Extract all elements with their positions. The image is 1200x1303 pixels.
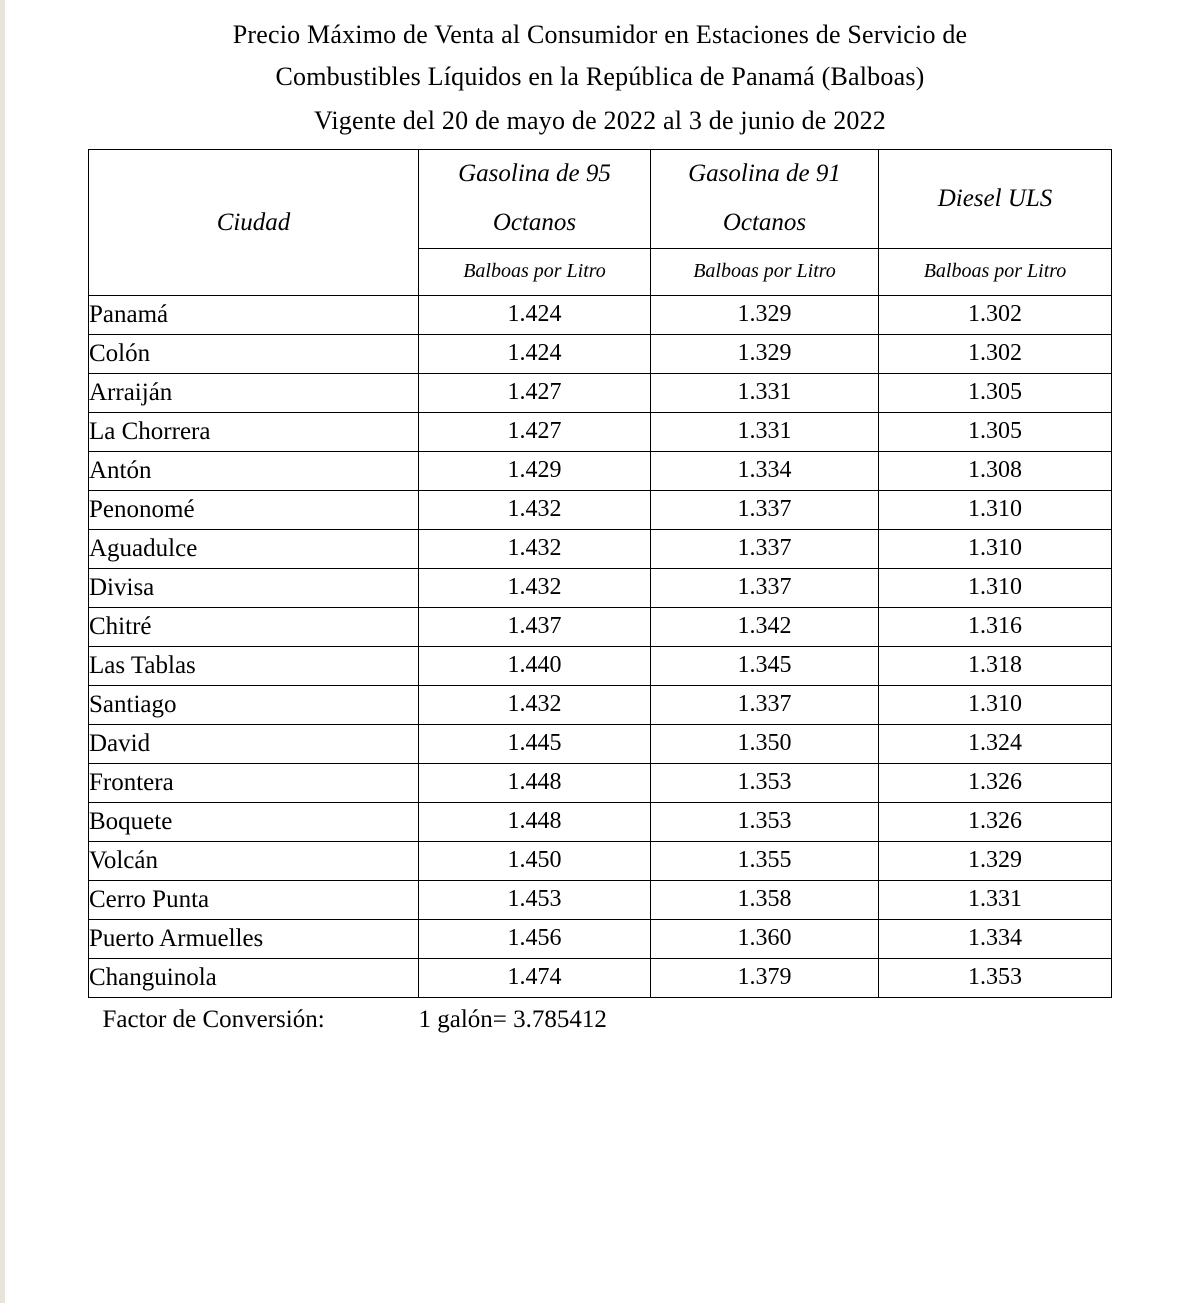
cell-city: Las Tablas — [89, 646, 419, 685]
table-header — [89, 150, 1112, 296]
cell-diesel-price: 1.316 — [879, 607, 1112, 646]
cell-city: Divisa — [89, 568, 419, 607]
page-left-margin-strip — [0, 0, 5, 1303]
cell-city: Santiago — [89, 685, 419, 724]
cell-gas95-price: 1.437 — [419, 607, 651, 646]
cell-city: Frontera — [89, 763, 419, 802]
cell-city: Aguadulce — [89, 529, 419, 568]
cell-gas91-price: 1.331 — [651, 412, 879, 451]
cell-diesel-price: 1.353 — [879, 958, 1112, 997]
cell-city: Penonomé — [89, 490, 419, 529]
cell-gas91-price: 1.337 — [651, 490, 879, 529]
title-line-2: Combustibles Líquidos en la República de Panamá (Balboas) — [275, 62, 925, 92]
table-row — [89, 841, 1112, 880]
document-title — [80, 14, 1120, 143]
cell-diesel-price: 1.324 — [879, 724, 1112, 763]
cell-gas91-price: 1.329 — [651, 295, 879, 334]
cell-gas91-price: 1.337 — [651, 685, 879, 724]
cell-gas91-price: 1.350 — [651, 724, 879, 763]
table-row — [89, 607, 1112, 646]
cell-gas95-price: 1.450 — [419, 841, 651, 880]
cell-gas91-price: 1.360 — [651, 919, 879, 958]
cell-gas95-price: 1.424 — [419, 295, 651, 334]
cell-gas91-price: 1.345 — [651, 646, 879, 685]
cell-city: David — [89, 724, 419, 763]
table-row — [89, 724, 1112, 763]
cell-gas95-price: 1.427 — [419, 412, 651, 451]
cell-diesel-price: 1.308 — [879, 451, 1112, 490]
cell-city: Panamá — [89, 295, 419, 334]
table-row — [89, 802, 1112, 841]
cell-gas95-price: 1.427 — [419, 373, 651, 412]
column-subheader-gasolina-91-unit: Balboas por Litro — [651, 248, 879, 295]
cell-diesel-price: 1.334 — [879, 919, 1112, 958]
conversion-factor-note — [89, 1006, 1112, 1034]
cell-gas91-price: 1.379 — [651, 958, 879, 997]
cell-city: Antón — [89, 451, 419, 490]
cell-gas95-price: 1.448 — [419, 802, 651, 841]
cell-gas95-price: 1.474 — [419, 958, 651, 997]
cell-gas95-price: 1.432 — [419, 529, 651, 568]
cell-gas91-price: 1.329 — [651, 334, 879, 373]
table-row — [89, 880, 1112, 919]
table-row — [89, 412, 1112, 451]
table-row — [89, 685, 1112, 724]
cell-gas95-price: 1.424 — [419, 334, 651, 373]
cell-diesel-price: 1.318 — [879, 646, 1112, 685]
column-header-diesel-uls: Diesel ULS — [879, 150, 1112, 249]
cell-city: Changuinola — [89, 958, 419, 997]
fuel-price-table — [88, 149, 1112, 998]
table-body — [89, 295, 1112, 997]
conversion-factor-label: Factor de Conversión: — [102, 1005, 325, 1033]
cell-diesel-price: 1.302 — [879, 334, 1112, 373]
cell-gas91-price: 1.331 — [651, 373, 879, 412]
cell-city: Puerto Armuelles — [89, 919, 419, 958]
cell-gas95-price: 1.453 — [419, 880, 651, 919]
cell-gas95-price: 1.432 — [419, 568, 651, 607]
cell-city: Chitré — [89, 607, 419, 646]
cell-diesel-price: 1.326 — [879, 802, 1112, 841]
cell-city: La Chorrera — [89, 412, 419, 451]
table-row — [89, 334, 1112, 373]
cell-diesel-price: 1.302 — [879, 295, 1112, 334]
table-row — [89, 919, 1112, 958]
cell-gas91-price: 1.337 — [651, 529, 879, 568]
cell-diesel-price: 1.310 — [879, 490, 1112, 529]
table-row — [89, 646, 1112, 685]
cell-city: Arraiján — [89, 373, 419, 412]
cell-city: Cerro Punta — [89, 880, 419, 919]
table-row — [89, 529, 1112, 568]
cell-diesel-price: 1.331 — [879, 880, 1112, 919]
cell-diesel-price: 1.305 — [879, 373, 1112, 412]
conversion-factor-value: 1 galón= 3.785412 — [418, 1005, 607, 1033]
column-header-gasolina-91: Gasolina de 91 Octanos — [651, 150, 879, 249]
title-line-1: Precio Máximo de Venta al Consumidor en Estaciones de Servicio de — [232, 20, 968, 49]
cell-gas91-price: 1.353 — [651, 763, 879, 802]
cell-city: Volcán — [89, 841, 419, 880]
cell-diesel-price: 1.329 — [879, 841, 1112, 880]
cell-gas95-price: 1.432 — [419, 490, 651, 529]
table-row — [89, 568, 1112, 607]
table-header-row — [89, 150, 1112, 249]
table-row — [89, 958, 1112, 997]
table-row — [89, 490, 1112, 529]
column-subheader-diesel-uls-unit: Balboas por Litro — [879, 248, 1112, 295]
cell-gas95-price: 1.429 — [419, 451, 651, 490]
cell-gas95-price: 1.432 — [419, 685, 651, 724]
cell-city: Colón — [89, 334, 419, 373]
cell-gas91-price: 1.358 — [651, 880, 879, 919]
cell-diesel-price: 1.326 — [879, 763, 1112, 802]
cell-gas95-price: 1.448 — [419, 763, 651, 802]
table-row — [89, 763, 1112, 802]
cell-gas95-price: 1.440 — [419, 646, 651, 685]
column-header-gasolina-95: Gasolina de 95 Octanos — [419, 150, 651, 249]
title-line-3: Vigente del 20 de mayo de 2022 al 3 de junio de 2022 — [313, 106, 887, 136]
cell-gas91-price: 1.353 — [651, 802, 879, 841]
table-row — [89, 295, 1112, 334]
cell-diesel-price: 1.310 — [879, 529, 1112, 568]
cell-diesel-price: 1.310 — [879, 685, 1112, 724]
cell-city: Boquete — [89, 802, 419, 841]
cell-gas91-price: 1.342 — [651, 607, 879, 646]
cell-gas95-price: 1.456 — [419, 919, 651, 958]
cell-gas91-price: 1.337 — [651, 568, 879, 607]
cell-gas95-price: 1.445 — [419, 724, 651, 763]
cell-gas91-price: 1.355 — [651, 841, 879, 880]
cell-diesel-price: 1.310 — [879, 568, 1112, 607]
column-subheader-gasolina-95-unit: Balboas por Litro — [419, 248, 651, 295]
table-row — [89, 451, 1112, 490]
table-row — [89, 373, 1112, 412]
cell-diesel-price: 1.305 — [879, 412, 1112, 451]
column-header-city: Ciudad — [89, 150, 419, 296]
cell-gas91-price: 1.334 — [651, 451, 879, 490]
